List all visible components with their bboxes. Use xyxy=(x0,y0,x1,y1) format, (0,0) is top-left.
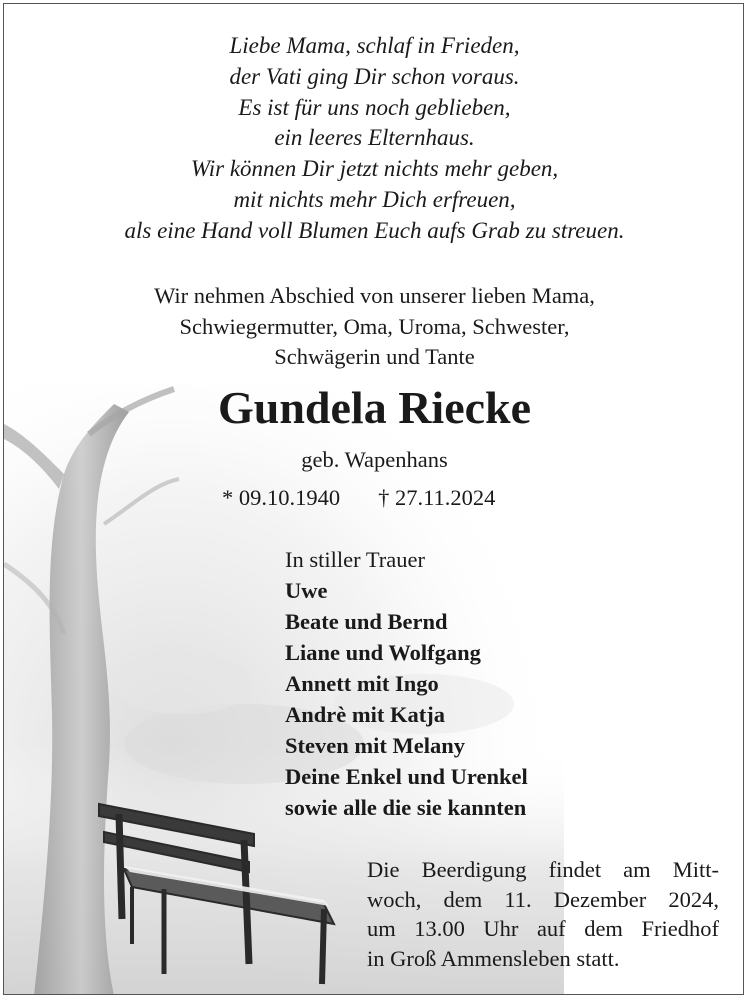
funeral-word: Friedhof xyxy=(641,916,719,941)
funeral-word: Uhr xyxy=(483,916,519,941)
funeral-word: woch, xyxy=(367,886,422,912)
funeral-word: 13.00 xyxy=(414,916,465,941)
mourner: Beate und Bernd xyxy=(285,609,448,634)
funeral-line xyxy=(367,914,719,944)
intro-line: Wir nehmen Abschied von unserer lieben Mama, xyxy=(154,283,595,308)
mourner: Liane und Wolfgang xyxy=(285,640,481,665)
poem-line: mit nichts mehr Dich erfreuen, xyxy=(233,186,516,212)
mourners-lead: In stiller Trauer xyxy=(285,547,425,572)
poem-line: der Vati ging Dir schon voraus. xyxy=(229,63,520,89)
birth-date: * 09.10.1940 xyxy=(222,485,341,510)
poem xyxy=(4,31,744,247)
funeral-word: um xyxy=(367,916,396,941)
funeral-word: Dezember xyxy=(553,886,647,912)
funeral-word: dem xyxy=(584,916,623,941)
poem-line: Es ist für uns noch geblieben, xyxy=(238,94,511,120)
poem-line: Liebe Mama, schlaf in Frieden, xyxy=(229,33,520,58)
funeral-word: am xyxy=(623,857,651,882)
funeral-line xyxy=(367,855,719,885)
mourner: Steven mit Melany xyxy=(285,733,465,758)
mourner: Annett mit Ingo xyxy=(285,671,439,696)
funeral-word: 11. xyxy=(504,886,532,912)
maiden-name: geb. Wapenhans xyxy=(301,447,448,472)
intro-line: Schwiegermutter, Oma, Uroma, Schwester, xyxy=(179,313,570,339)
funeral-word: auf xyxy=(536,916,566,941)
deceased-name: Gundela Riecke xyxy=(217,382,532,433)
funeral-word: Die xyxy=(367,857,400,882)
mourner: Deine Enkel und Urenkel xyxy=(285,764,528,789)
death-date: † 27.11.2024 xyxy=(378,485,496,510)
mourners-list xyxy=(285,544,528,823)
funeral-word: findet xyxy=(548,857,602,882)
funeral-word: dem xyxy=(443,886,483,912)
mourner: Uwe xyxy=(285,578,328,603)
funeral-line xyxy=(367,944,719,974)
intro-line: Schwägerin und Tante xyxy=(274,344,475,369)
funeral-place: in Groß Ammensleben statt. xyxy=(367,945,620,971)
mourner: sowie alle die sie kannten xyxy=(285,795,527,820)
poem-line: Wir können Dir jetzt nichts mehr geben, xyxy=(190,156,559,182)
mourner: Andrè mit Katja xyxy=(285,702,445,727)
funeral-notice xyxy=(367,855,719,973)
life-dates xyxy=(222,484,495,512)
funeral-word: Mitt- xyxy=(672,857,719,882)
obituary-notice xyxy=(3,3,744,995)
poem-line: als eine Hand voll Blumen Euch aufs Grab zu streuen. xyxy=(124,217,625,243)
farewell-intro xyxy=(4,281,744,373)
poem-line: ein leeres Elternhaus. xyxy=(274,125,475,151)
funeral-line xyxy=(367,885,719,915)
funeral-word: 2024, xyxy=(668,886,719,912)
funeral-word: Beerdigung xyxy=(421,857,527,882)
